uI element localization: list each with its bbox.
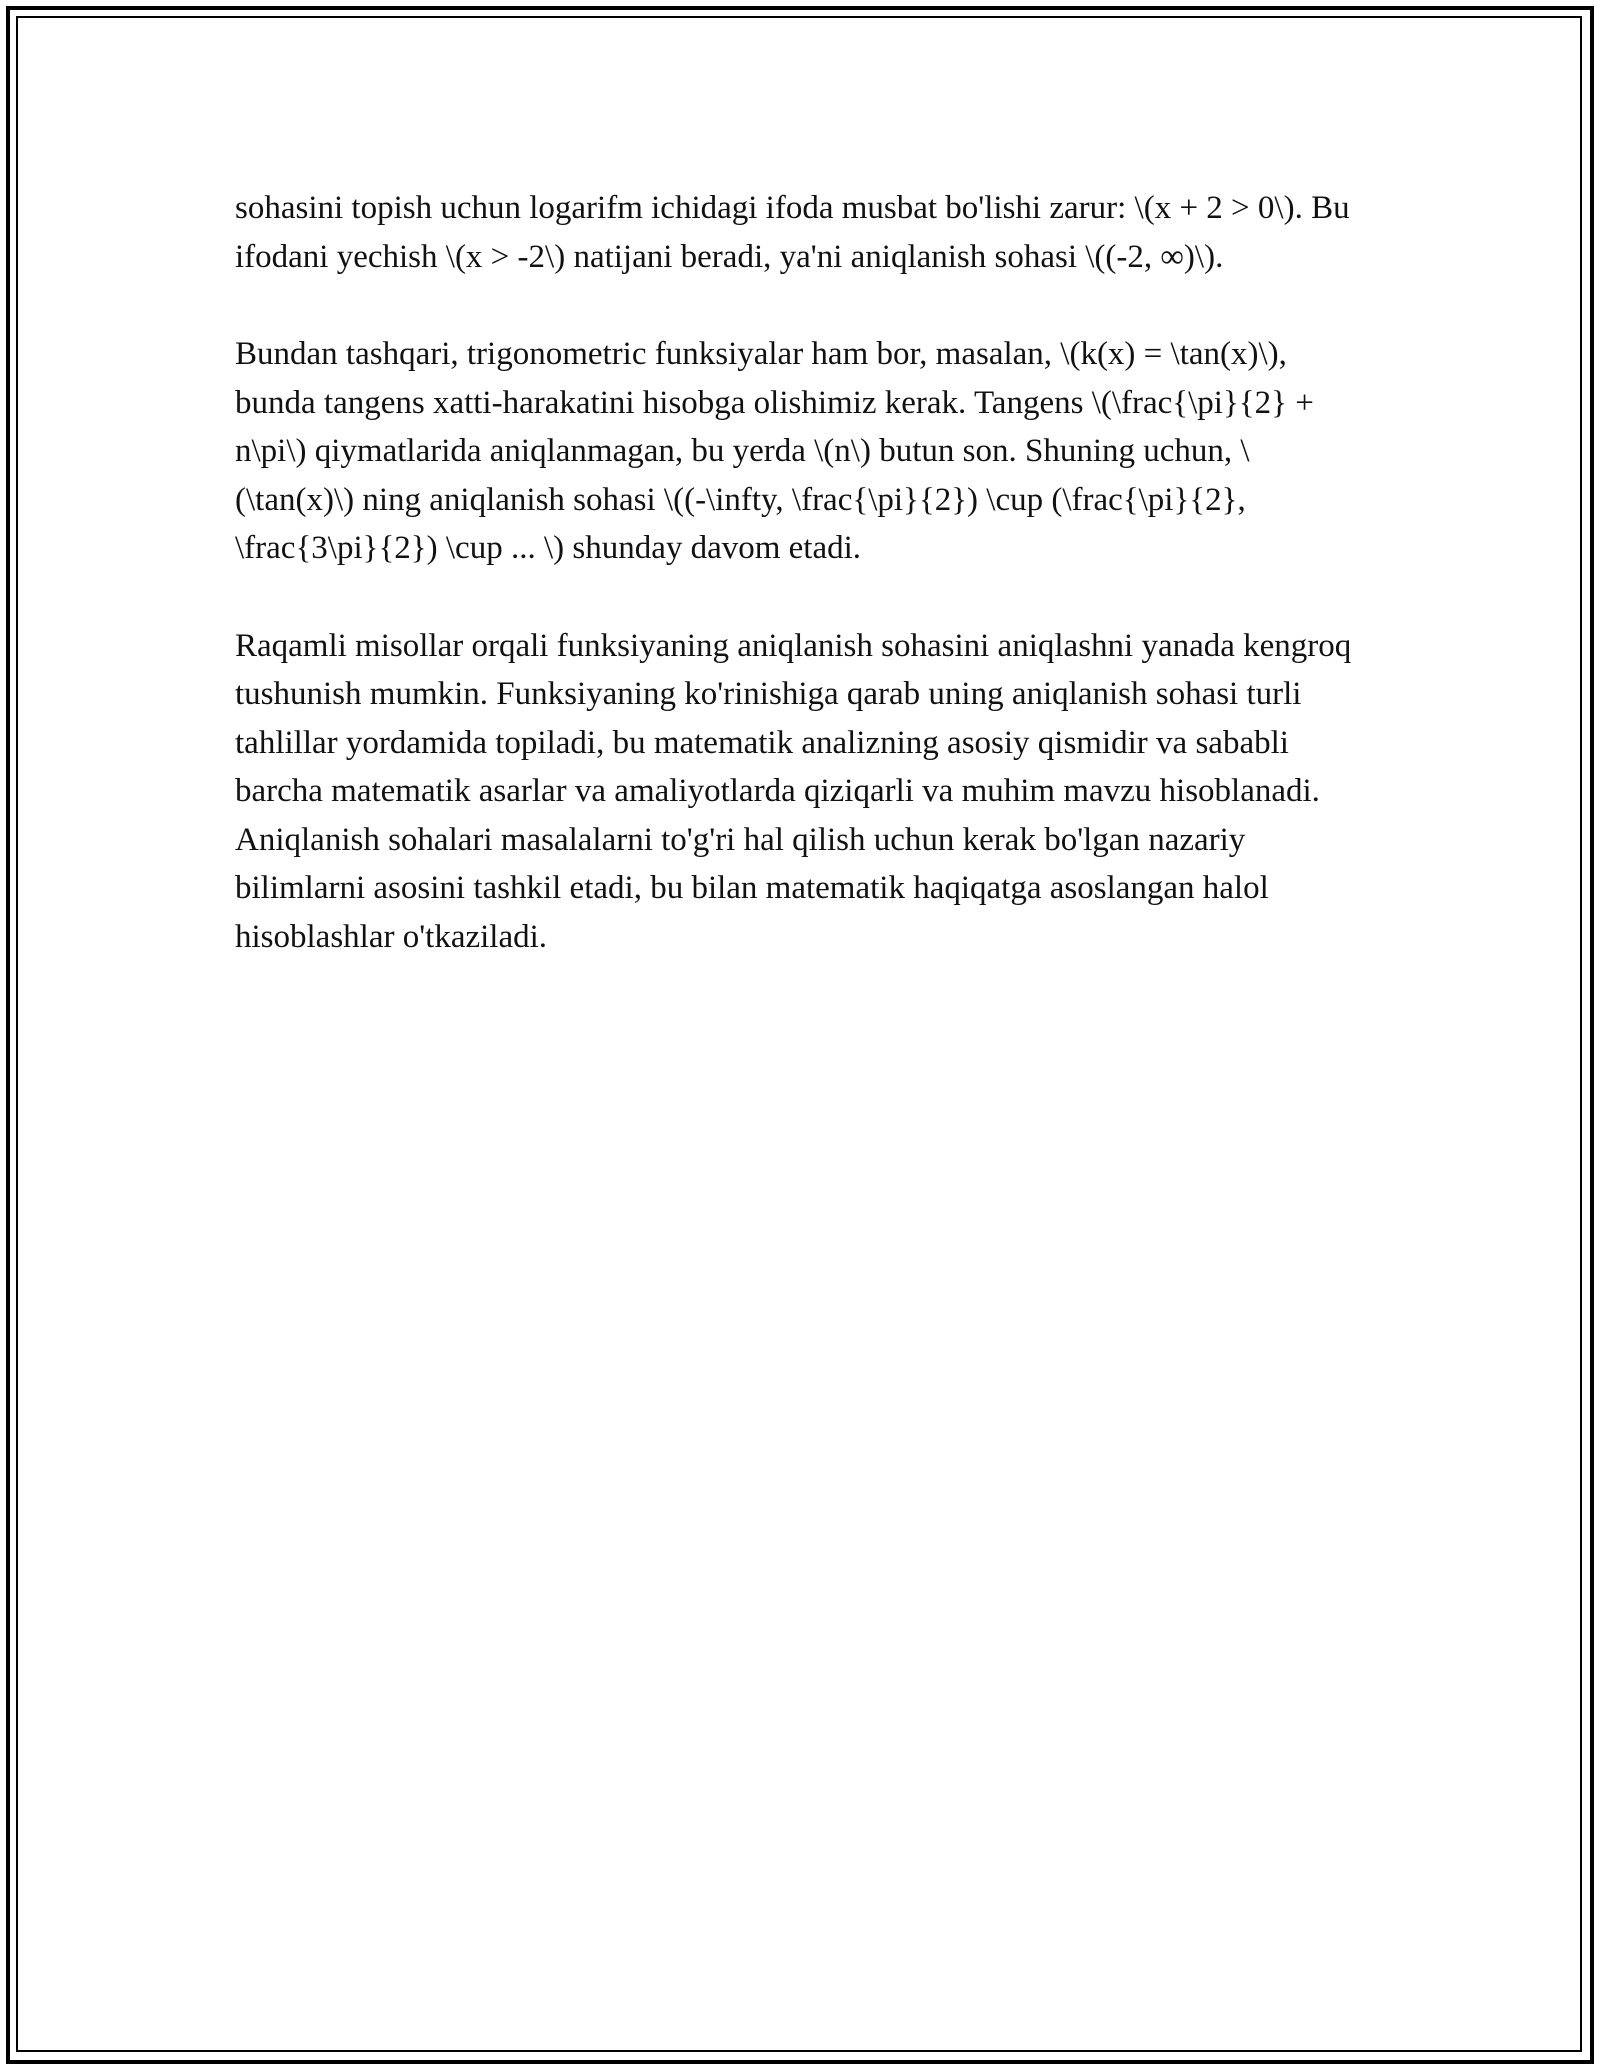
paragraph-domain-logarithm: sohasini topish uchun logarifm ichidagi ifoda musbat bo'lishi zarur: \(x + 2 > 0\). Bu ifodani yechish \(x > -2\) natijani beradi, ya'ni aniqlanish sohasi \((-2, ∞)\). [235,190,1350,275]
paragraph-domain-summary: Raqamli misollar orqali funksiyaning aniqlanish sohasini aniqlashni yanada kengroq tushunish mumkin. Funksiyaning ko'rinishiga qarab uning aniqlanish sohasi turli tahlillar yordamida topiladi, bu matematik analizning asosiy qismidir va sababli barcha matematik asarlar va amaliyotlarda qiziqarli va muhim mavzu hisoblanadi. Aniqlanish sohalari masalalarni to'g'ri hal qilish uchun kerak bo'lgan nazariy bilimlarni asosini tashkil etadi, bu bilan matematik haqiqatga asoslangan halol hisoblashlar o'tkaziladi. [235,627,1352,955]
document-body [235,184,1365,1010]
paragraph-domain-tangent: Bundan tashqari, trigonometric funksiyalar ham bor, masalan, \(k(x) = \tan(x)\), bunda tangens xatti-harakatini hisobga olishimiz kerak. Tangens \(\frac{\pi}{2} + n\pi\) qiymatlarida aniqlanmagan, bu yerda \(n\) butun son. Shuning uchun, \(\tan(x)\) ning aniqlanish sohasi \((-\infty, \frac{\pi}{2}) \cup (\frac{\pi}{2}, \frac{3\pi}{2}) \cup ... \) shunday davom etadi. [235,336,1314,566]
